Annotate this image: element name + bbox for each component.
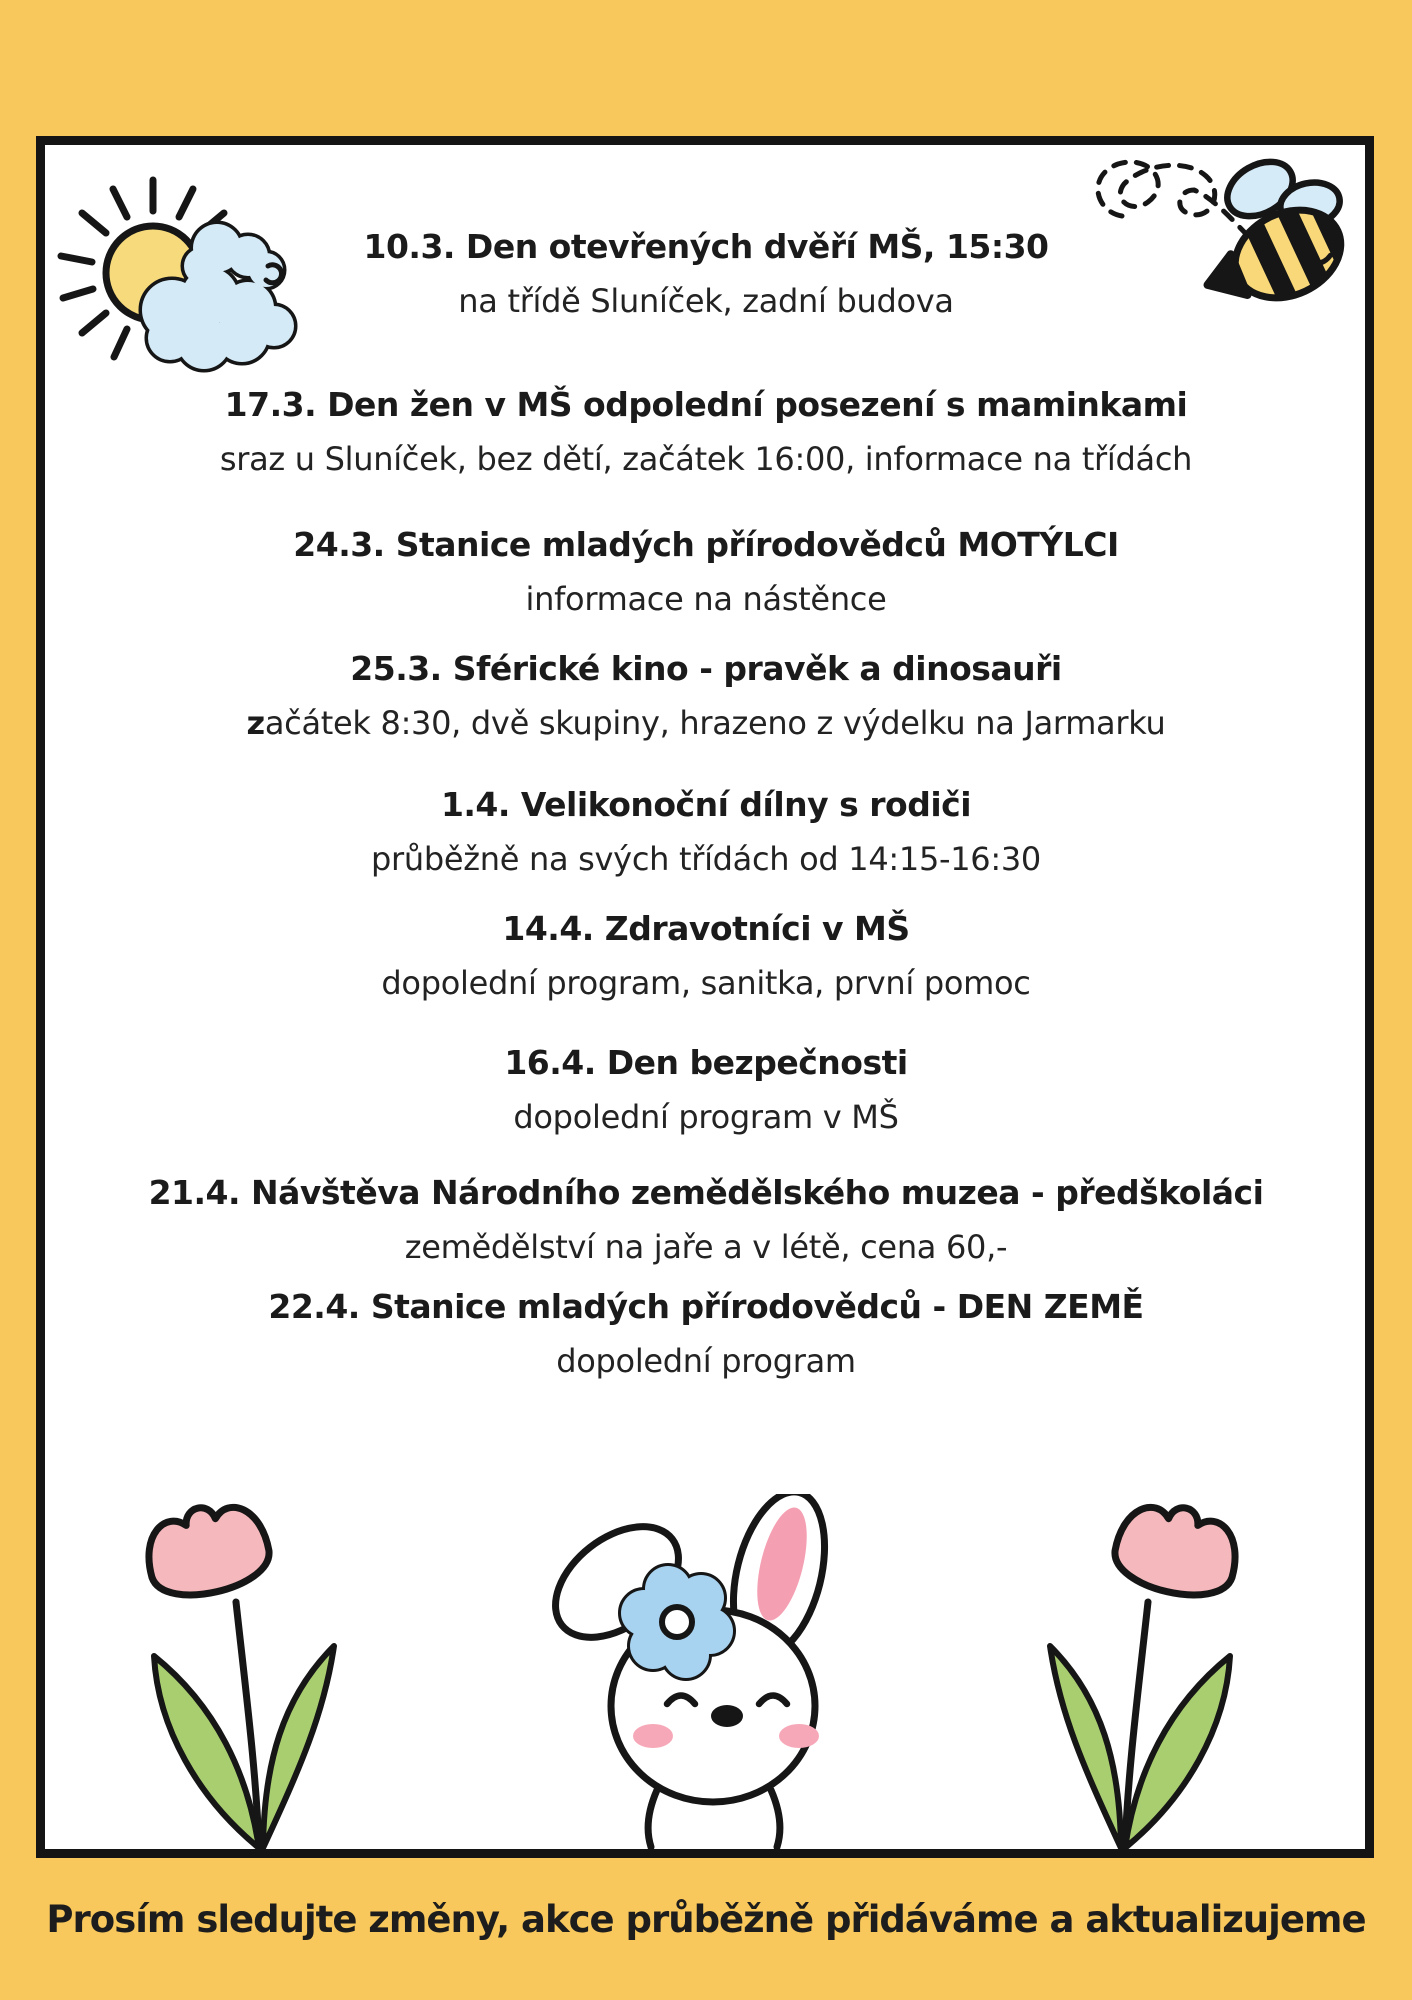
event-detail: průběžně na svých třídách od 14:15-16:30 — [371, 840, 1041, 878]
event-list — [46, 223, 1366, 1385]
event-item — [46, 521, 1366, 623]
event-item — [46, 381, 1366, 483]
tulip-left-illustration — [98, 1478, 348, 1849]
event-detail: zemědělství na jaře a v létě, cena 60,- — [404, 1228, 1008, 1266]
event-title: 17.3. Den žen v MŠ odpolední posezení s maminkami — [224, 385, 1188, 424]
event-title: 24.3. Stanice mladých přírodovědců MOTÝLCI — [293, 525, 1119, 564]
event-title: 1.4. Velikonoční dílny s rodiči — [440, 785, 972, 824]
event-title: 14.4. Zdravotníci v MŠ — [502, 909, 910, 948]
event-title: 21.4. Návštěva Národního zemědělského muzea - předškoláci — [148, 1173, 1264, 1212]
tulip-flower-icon — [139, 1495, 275, 1606]
event-detail-bold-prefix: z — [246, 704, 265, 742]
event-title: 22.4. Stanice mladých přírodovědců - DEN ZEMĚ — [268, 1287, 1144, 1326]
tulip-right-illustration — [1036, 1478, 1286, 1849]
event-item — [46, 645, 1366, 747]
event-detail-text: ačátek 8:30, dvě skupiny, hrazeno z výdelku na Jarmarku — [264, 704, 1166, 742]
event-detail: sraz u Sluníček, bez dětí, začátek 16:00, informace na třídách — [219, 440, 1193, 478]
event-title: 16.4. Den bezpečnosti — [504, 1043, 908, 1082]
event-detail: informace na nástěnce — [525, 580, 887, 618]
event-item — [46, 905, 1366, 1007]
event-item — [46, 781, 1366, 883]
event-detail: dopolední program — [556, 1342, 856, 1380]
event-detail: dopolední program, sanitka, první pomoc — [381, 964, 1031, 1002]
event-detail — [46, 699, 1366, 747]
event-item — [46, 1283, 1366, 1385]
footer-note: Prosím sledujte změny, akce průběžně přidáváme a aktualizujeme — [46, 1898, 1366, 1941]
tulip-flower-icon — [1109, 1495, 1245, 1606]
event-item — [46, 1169, 1366, 1271]
event-title: 10.3. Den otevřených dvěří MŠ, 15:30 — [363, 227, 1049, 266]
event-detail: na třídě Sluníček, zadní budova — [458, 282, 954, 320]
bunny-illustration — [541, 1494, 871, 1849]
event-item — [46, 223, 1366, 325]
event-item — [46, 1039, 1366, 1141]
event-detail: dopolední program v MŠ — [513, 1098, 899, 1136]
event-title: 25.3. Sférické kino - pravěk a dinosauři — [350, 649, 1062, 688]
